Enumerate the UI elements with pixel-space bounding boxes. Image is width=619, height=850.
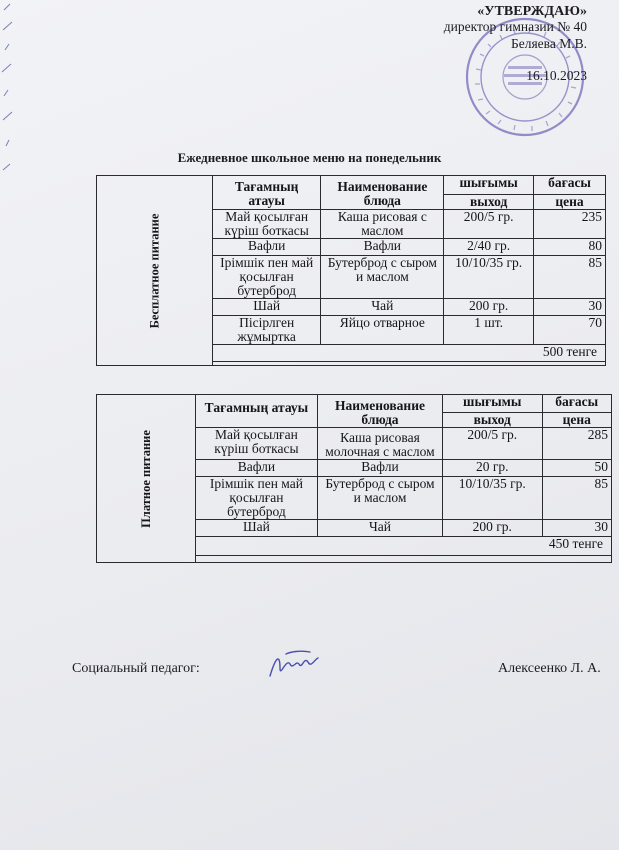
dish-yield: 10/10/35 гр. [442, 477, 542, 520]
dish-price: 85 [542, 477, 611, 520]
document-title: Ежедневное школьное меню на понедельник [177, 150, 442, 165]
header-kz-name: Тағамның атауы [195, 395, 317, 428]
header-kz-name: Тағамның атауы [212, 176, 321, 210]
header-yield-ru: выход [444, 195, 534, 210]
dish-kz: Шай [195, 520, 317, 537]
dish-price: 285 [542, 428, 611, 460]
torn-edge-marks [0, 0, 22, 200]
header-row-top [97, 176, 606, 195]
free-meal-total: 500 тенге [212, 345, 605, 362]
dish-kz: Май қосылған күріш боткасы [212, 210, 321, 239]
header-ru-name: Наименование блюда [321, 176, 444, 210]
dish-ru: Вафли [318, 460, 443, 477]
dish-price: 50 [542, 460, 611, 477]
footer-name: Алексеенко Л. А. [498, 661, 601, 676]
dish-yield: 200/5 гр. [442, 428, 542, 460]
approval-position: директор гимназии № 40 [443, 19, 587, 34]
dish-price: 30 [534, 299, 606, 316]
approval-block [444, 4, 587, 83]
dish-yield: 200 гр. [444, 299, 534, 316]
paid-meal-total: 450 тенге [195, 537, 611, 556]
header-price-kz: бағасы [542, 395, 611, 413]
header-ru-name: Наименование блюда [318, 395, 443, 428]
dish-ru: Каша рисовая молочная с маслом [318, 428, 443, 460]
free-meal-table [96, 175, 606, 366]
dish-kz: Вафли [195, 460, 317, 477]
handwritten-signature [266, 648, 326, 684]
dish-ru: Бутерброд с сыром и маслом [321, 256, 444, 299]
dish-price: 30 [542, 520, 611, 537]
header-yield-kz: шығымы [442, 395, 542, 413]
dish-yield: 10/10/35 гр. [444, 256, 534, 299]
dish-kz: Вафли [212, 239, 321, 256]
dish-yield: 20 гр. [442, 460, 542, 477]
dish-kz: Ірімшік пен май қосылған бутерброд [195, 477, 317, 520]
dish-ru: Каша рисовая с маслом [321, 210, 444, 239]
dish-ru: Вафли [321, 239, 444, 256]
dish-yield: 1 шт. [444, 316, 534, 345]
approval-title: «УТВЕРЖДАЮ» [477, 4, 587, 19]
dish-yield: 200 гр. [442, 520, 542, 537]
dish-ru: Яйцо отварное [321, 316, 444, 345]
dish-ru: Чай [321, 299, 444, 316]
header-price-ru: цена [542, 412, 611, 427]
dish-price: 235 [534, 210, 606, 239]
dish-kz: Шай [212, 299, 321, 316]
header-yield-kz: шығымы [444, 176, 534, 195]
dish-price: 80 [534, 239, 606, 256]
footer-role: Социальный педагог: [72, 661, 200, 676]
dish-kz: Май қосылған күріш боткасы [195, 428, 317, 460]
dish-yield: 200/5 гр. [444, 210, 534, 239]
paid-meal-table [96, 394, 612, 563]
dish-price: 85 [534, 256, 606, 299]
approval-name: Беляева М.В. [510, 36, 587, 51]
dish-kz: Пісірлген жұмыртка [212, 316, 321, 345]
dish-ru: Чай [318, 520, 443, 537]
approval-date: 16.10.2023 [526, 68, 587, 83]
dish-ru: Бутерброд с сыром и маслом [318, 477, 443, 520]
dish-kz: Ірімшік пен май қосылған бутерброд [212, 256, 321, 299]
header-price-ru: цена [534, 195, 606, 210]
paid-meal-side-label: Платное питание [97, 395, 196, 563]
free-meal-side-label: Бесплатное питание [97, 176, 213, 366]
header-price-kz: бағасы [534, 176, 606, 195]
dish-yield: 2/40 гр. [444, 239, 534, 256]
header-yield-ru: выход [442, 412, 542, 427]
header-row-top [97, 395, 612, 413]
dish-price: 70 [534, 316, 606, 345]
